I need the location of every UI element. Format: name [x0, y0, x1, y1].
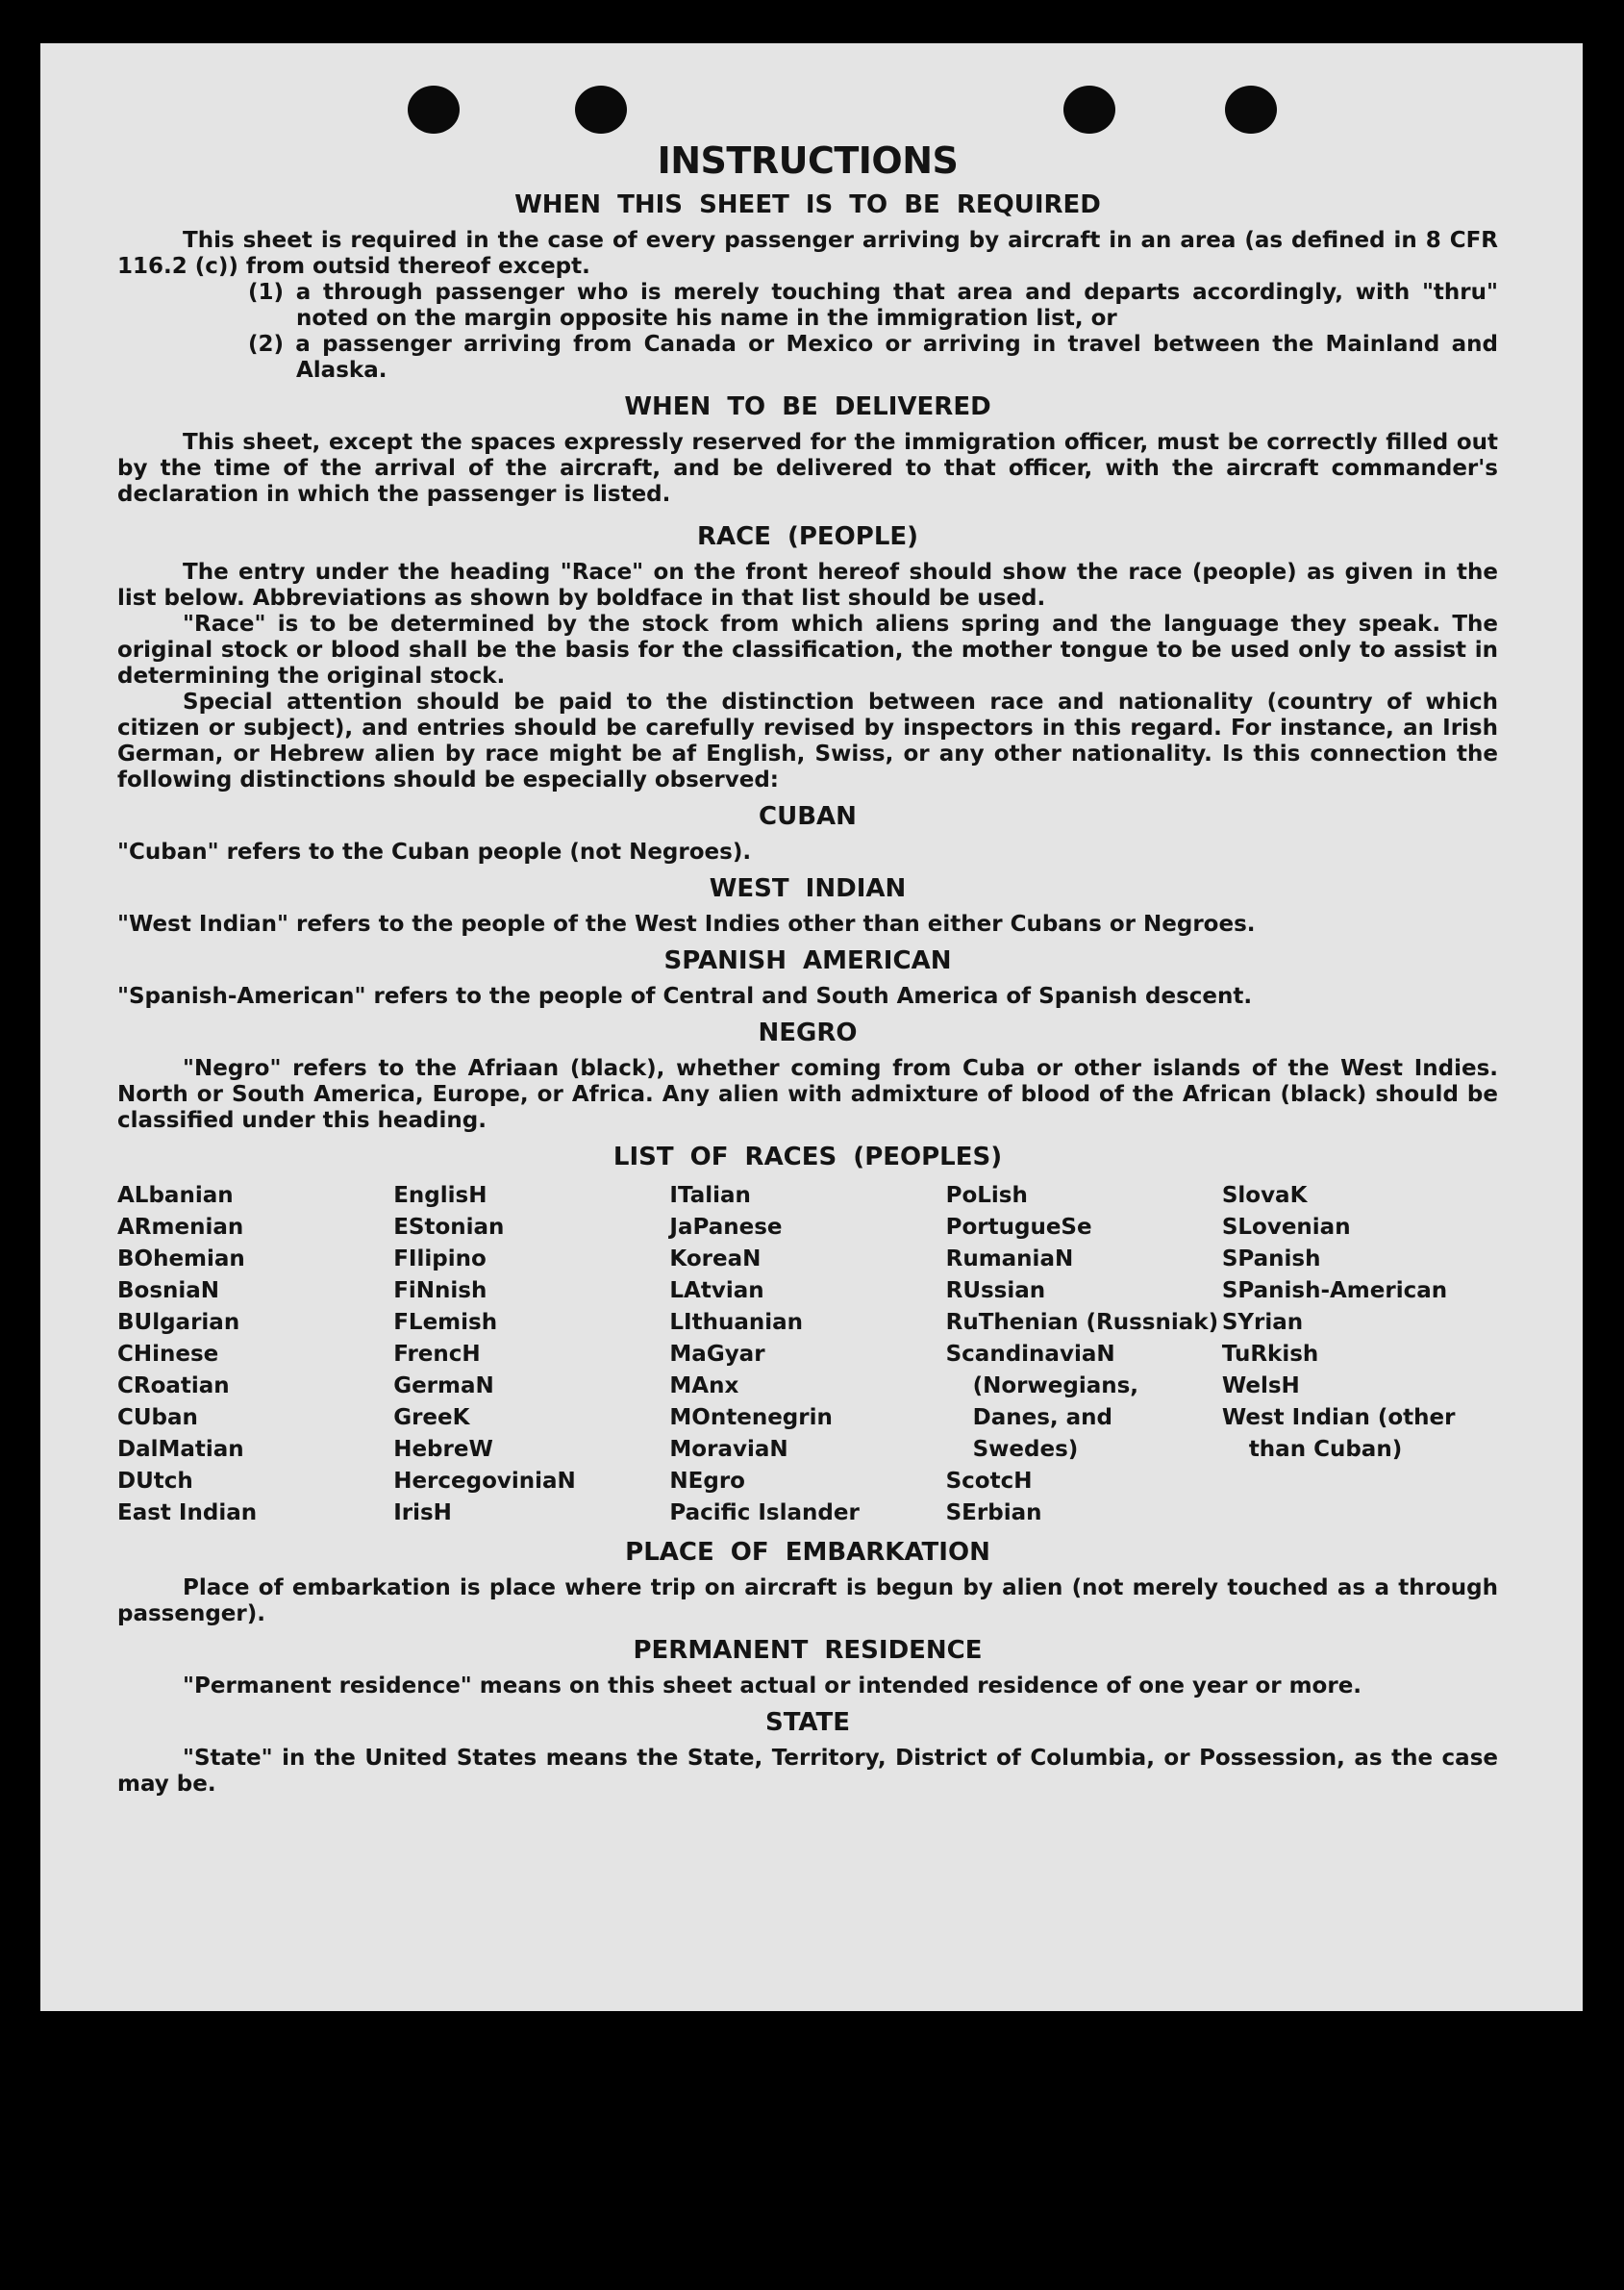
- race-list-item: ARmenian: [117, 1215, 244, 1240]
- race-list: [117, 1180, 1498, 1529]
- spanish-american-text: "Spanish-American" refers to the people of Central and South America of Spanish descent.: [117, 984, 1253, 1009]
- race-list-item: CRoatian: [117, 1373, 230, 1398]
- section-heading-embarkation: PLACE OF EMBARKATION: [625, 1538, 990, 1567]
- race-list-item: BUlgarian: [117, 1310, 240, 1335]
- race-list-item: GermaN: [393, 1373, 494, 1398]
- race-list-item: GreeK: [393, 1405, 470, 1430]
- race-list-item: HercegoviniaN: [393, 1469, 576, 1494]
- race-list-item: Pacific Islander: [669, 1500, 860, 1525]
- race-list-item: IrisH: [393, 1500, 452, 1525]
- page-title: INSTRUCTIONS: [657, 139, 959, 182]
- race-list-item: EnglisH: [393, 1183, 487, 1208]
- race-list-item: MaGyar: [669, 1342, 765, 1367]
- race-list-item: ALbanian: [117, 1183, 234, 1208]
- race-list-item: DUtch: [117, 1469, 193, 1494]
- west-indian-text: "West Indian" refers to the people of the West Indies other than either Cubans or Negroes.: [117, 912, 1256, 937]
- race-list-item: SErbian: [945, 1500, 1042, 1525]
- race-list-item: CHinese: [117, 1342, 219, 1367]
- race-list-item: WelsH: [1221, 1373, 1300, 1398]
- punch-hole: [575, 86, 627, 134]
- race-list-item: CUban: [117, 1405, 198, 1430]
- embarkation-text: Place of embarkation is place where trip on aircraft is begun by alien (not merely touched as a through passenger).: [117, 1575, 1498, 1626]
- negro-text: "Negro" refers to the Afriaan (black), whether coming from Cuba or other islands of the West Indies. North or South America, Europe, or Africa. Any alien with admixture of blood of the African (black) should be classified under this heading.: [117, 1056, 1498, 1133]
- race-list-item: MoraviaN: [669, 1437, 788, 1462]
- document-sheet: [40, 43, 1583, 2011]
- race-list-item: SPanish-American: [1221, 1278, 1448, 1303]
- race-column: [946, 1180, 1222, 1529]
- section-heading-spanish-american: SPANISH AMERICAN: [663, 946, 952, 975]
- section-heading-state: STATE: [764, 1708, 851, 1737]
- required-item-1: (1) a through passenger who is merely touching that area and departs accordingly, with "thru" noted on the margin opposite his name in the immigration list, or: [248, 280, 1498, 331]
- section-heading-required: WHEN THIS SHEET IS TO BE REQUIRED: [514, 190, 1101, 219]
- race-paragraph-3: Special attention should be paid to the distinction between race and nationality (country of which citizen or subject), and entries should be carefully revised by inspectors in this regard. For instance, an Irish German, or Hebrew alien by race might be af English, Swiss, or any other nationality. Is this connection the following distinctions should be especially observed:: [117, 690, 1498, 793]
- punch-hole: [1063, 86, 1115, 134]
- race-column: [669, 1180, 945, 1529]
- section-heading-negro: NEGRO: [758, 1019, 858, 1047]
- punch-hole: [1225, 86, 1277, 134]
- race-list-item: FrencH: [393, 1342, 481, 1367]
- required-intro: This sheet is required in the case of every passenger arriving by aircraft in an area (as defined in 8 CFR 116.2 (c)) from outsid thereof except.: [117, 228, 1498, 279]
- race-list-item: RUssian: [945, 1278, 1046, 1303]
- race-list-item: EStonian: [393, 1215, 505, 1240]
- race-list-item: BosniaN: [117, 1278, 220, 1303]
- race-list-item: SlovaK: [1221, 1183, 1308, 1208]
- race-list-item: PoLish: [945, 1183, 1028, 1208]
- residence-text: "Permanent residence" means on this sheet actual or intended residence of one year or more.: [183, 1673, 1362, 1699]
- race-list-item: RumaniaN: [945, 1246, 1074, 1271]
- section-heading-list: LIST OF RACES (PEOPLES): [612, 1143, 1003, 1171]
- punch-hole: [408, 86, 460, 134]
- state-text: "State" in the United States means the State, Territory, District of Columbia, or Possession, as the case may be.: [117, 1746, 1498, 1797]
- cuban-text: "Cuban" refers to the Cuban people (not Negroes).: [117, 840, 752, 865]
- race-column: [393, 1180, 669, 1529]
- race-paragraph-2: "Race" is to be determined by the stock from which aliens spring and the language they speak. The original stock or blood shall be the basis for the classification, the mother tongue to be used only to assist in determining the original stock.: [117, 612, 1498, 689]
- race-list-item: MOntenegrin: [669, 1405, 833, 1430]
- race-list-item: LAtvian: [669, 1278, 764, 1303]
- race-list-item: PortugueSe: [945, 1215, 1092, 1240]
- section-heading-west-indian: WEST INDIAN: [709, 874, 907, 903]
- race-list-item: East Indian: [117, 1500, 258, 1525]
- race-list-item: MAnx: [669, 1373, 739, 1398]
- section-heading-race: RACE (PEOPLE): [696, 522, 919, 551]
- race-list-item: TuRkish: [1221, 1342, 1319, 1367]
- race-list-item: FIlipino: [393, 1246, 487, 1271]
- delivered-text: This sheet, except the spaces expressly reserved for the immigration officer, must be correctly filled out by the time of the arrival of the aircraft, and be delivered to that officer, with the aircraft commander's declaration in which the passenger is listed.: [117, 430, 1498, 507]
- race-list-item: ScotcH: [945, 1469, 1033, 1494]
- race-list-item: ScandinaviaN (Norwegians, Danes, and Swedes): [945, 1342, 1139, 1462]
- race-list-item: SYrian: [1221, 1310, 1304, 1335]
- required-item-2: (2) a passenger arriving from Canada or Mexico or arriving in travel between the Mainland and Alaska.: [248, 332, 1498, 383]
- section-heading-residence: PERMANENT RESIDENCE: [633, 1636, 983, 1665]
- race-list-item: West Indian (other than Cuban): [1221, 1405, 1456, 1462]
- race-column: [1222, 1180, 1498, 1529]
- race-paragraph-1: The entry under the heading "Race" on the front hereof should show the race (people) as given in the list below. Abbreviations as shown by boldface in that list should be used.: [117, 560, 1498, 611]
- race-list-item: SPanish: [1221, 1246, 1321, 1271]
- race-list-item: FLemish: [393, 1310, 498, 1335]
- race-list-item: KoreaN: [669, 1246, 762, 1271]
- race-list-item: JaPanese: [669, 1215, 783, 1240]
- race-list-item: SLovenian: [1221, 1215, 1351, 1240]
- race-column: [117, 1180, 393, 1529]
- race-list-item: NEgro: [669, 1469, 745, 1494]
- race-list-item: DalMatian: [117, 1437, 244, 1462]
- race-list-item: LIthuanian: [669, 1310, 804, 1335]
- section-heading-delivered: WHEN TO BE DELIVERED: [624, 392, 991, 421]
- race-list-item: BOhemian: [117, 1246, 245, 1271]
- section-heading-cuban: CUBAN: [759, 802, 857, 831]
- race-list-item: ITalian: [669, 1183, 751, 1208]
- race-list-item: FiNnish: [393, 1278, 487, 1303]
- instructions-content: [117, 139, 1498, 1798]
- race-list-item: HebreW: [393, 1437, 493, 1462]
- race-list-item: RuThenian (Russniak): [945, 1310, 1219, 1335]
